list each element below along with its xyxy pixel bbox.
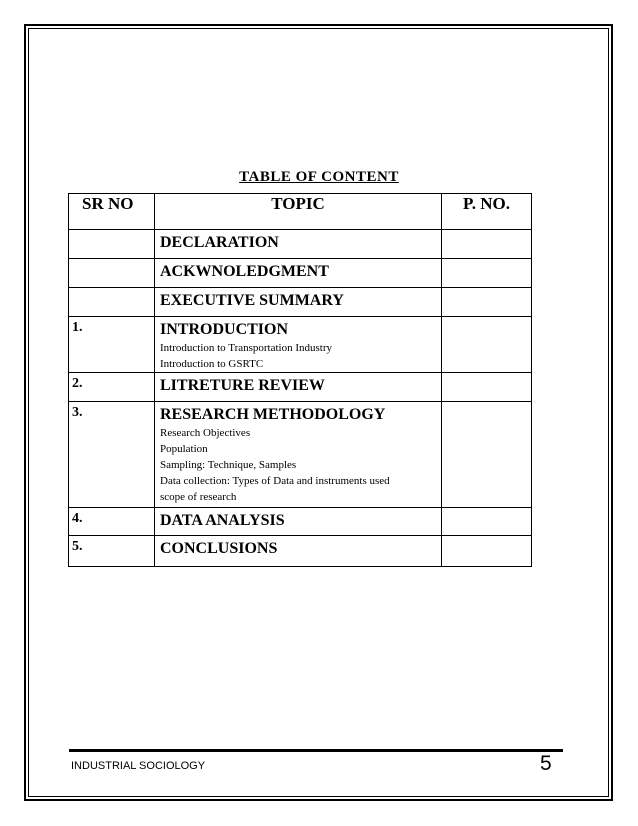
toc-subtopic: Population	[160, 443, 208, 455]
toc-header-row	[69, 194, 532, 230]
toc-row	[69, 259, 532, 288]
toc-sr-no	[69, 259, 155, 288]
toc-subtopic: Research Objectives	[160, 427, 251, 439]
toc-subtopic: Sampling: Technique, Samples	[160, 459, 297, 471]
toc-topic	[155, 317, 442, 373]
toc-page-no	[442, 508, 532, 536]
toc-row	[69, 508, 532, 536]
toc-topic	[155, 288, 442, 317]
toc-topic-title: DECLARATION	[160, 234, 279, 251]
toc-topic-title: RESEARCH METHODOLOGY	[160, 406, 386, 423]
toc-page-no	[442, 317, 532, 373]
header-topic: TOPIC	[155, 194, 442, 230]
toc-topic	[155, 402, 442, 508]
toc-topic	[155, 536, 442, 567]
toc-page-no	[442, 402, 532, 508]
toc-topic-title: LITRETURE REVIEW	[160, 377, 325, 394]
toc-topic-title: CONCLUSIONS	[160, 540, 278, 557]
toc-subtopic: scope of research	[160, 491, 237, 503]
header-sr-no: SR NO	[69, 194, 155, 230]
header-page-no: P. NO.	[442, 194, 532, 230]
toc-page-no	[442, 536, 532, 567]
toc-sr-no	[69, 288, 155, 317]
toc-subtopic: Data collection: Types of Data and instruments used	[160, 475, 390, 487]
toc-sr-no: 5.	[69, 536, 155, 567]
toc-topic	[155, 508, 442, 536]
toc-topic-title: EXECUTIVE SUMMARY	[160, 292, 344, 309]
toc-row	[69, 317, 532, 373]
toc-row	[69, 230, 532, 259]
toc-sr-no: 2.	[69, 373, 155, 402]
toc-page-no	[442, 288, 532, 317]
page-number: 5	[540, 752, 552, 775]
toc-sr-no: 1.	[69, 317, 155, 373]
toc-topic-title: DATA ANALYSIS	[160, 512, 285, 529]
toc-row	[69, 536, 532, 567]
toc-page-no	[442, 373, 532, 402]
toc-row	[69, 373, 532, 402]
toc-table	[68, 193, 532, 567]
toc-page-no	[442, 259, 532, 288]
toc-row	[69, 402, 532, 508]
toc-topic	[155, 373, 442, 402]
toc-page-no	[442, 230, 532, 259]
toc-topic	[155, 259, 442, 288]
toc-row	[69, 288, 532, 317]
toc-subtopic: Introduction to GSRTC	[160, 358, 264, 370]
toc-sr-no: 3.	[69, 402, 155, 508]
toc-sr-no	[69, 230, 155, 259]
footer-rule	[69, 749, 563, 752]
toc-subtopic: Introduction to Transportation Industry	[160, 342, 333, 354]
toc-topic-title: ACKWNOLEDGMENT	[160, 263, 329, 280]
footer-title: INDUSTRIAL SOCIOLOGY	[71, 760, 206, 772]
toc-title: TABLE OF CONTENT	[239, 169, 399, 185]
toc-topic	[155, 230, 442, 259]
toc-topic-title: INTRODUCTION	[160, 321, 289, 338]
toc-sr-no: 4.	[69, 508, 155, 536]
